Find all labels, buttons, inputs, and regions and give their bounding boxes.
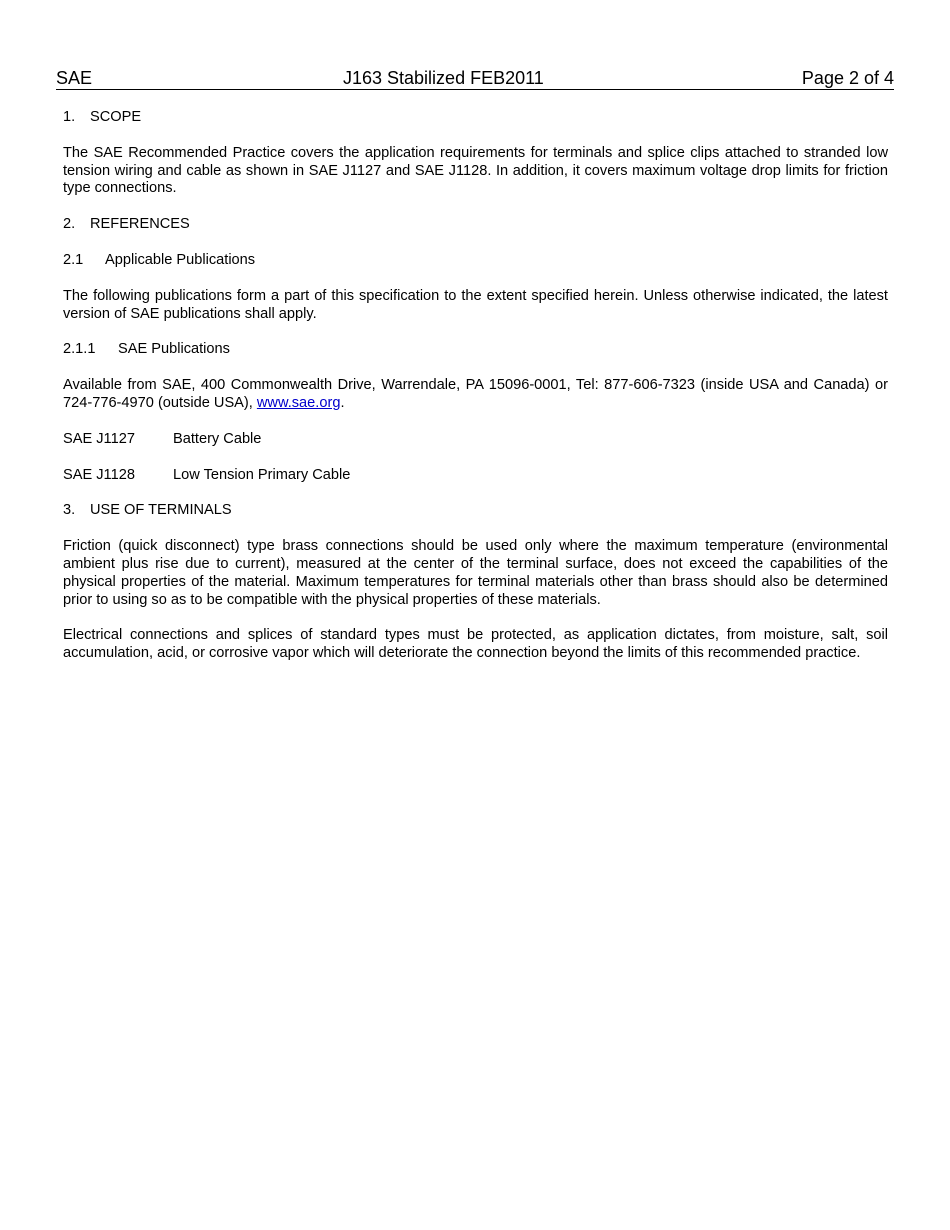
scope-paragraph: The SAE Recommended Practice covers the application requirements for terminals and splice clips attached to stranded low tension wiring and cable as shown in SAE J1127 and SAE J1128. In addition, it covers maximum voltage drop limits for friction type connections. [63,144,888,197]
sentence-end: . [340,394,345,411]
document-body [63,109,888,663]
sae-address-text: Available from SAE, 400 Commonwealth Drive, Warrendale, PA 15096-0001, Tel: 877-606-7323 (inside USA and Canada) or 724-776-4970 (outside USA), [63,377,888,411]
section-number: 1. [63,109,76,125]
header-page-number: Page 2 of 4 [801,68,894,88]
section-heading-terminals [63,502,888,520]
section-title: Applicable Publications [105,251,256,268]
section-heading-scope [63,109,888,127]
subsection-heading-sae-publications [63,341,888,359]
header-org: SAE [56,68,93,88]
terminals-paragraph-1: Friction (quick disconnect) type brass connections should be used only where the maximum temperature (environmental ambient plus rise due to current), measured at the center of the terminal surface, does not exceed the capabilities of the physical properties of the material. Maximum temperatures for terminal materials other than brass should also be determined prior to using so as to be compatible with the physical properties of these materials. [63,538,888,608]
terminals-paragraph-2: Electrical connections and splices of standard types must be protected, as application dictates, from moisture, salt, soil accumulation, acid, or corrosive vapor which will deteriorate the connection beyond the limits of this recommended practice. [63,627,888,662]
header-doc-id: J163 Stabilized FEB2011 [343,68,544,88]
subsection-heading-applicable [63,252,888,270]
reference-title: Battery Cable [173,430,262,447]
section-heading-references [63,216,888,234]
section-title: USE OF TERMINALS [90,502,232,519]
section-number: 2.1 [63,251,84,268]
section-title: REFERENCES [90,216,190,233]
applicable-paragraph: The following publications form a part of this specification to the extent specified herein. Unless otherwise indicated, the latest version of SAE publications shall apply. [63,287,888,322]
reference-item [63,431,888,449]
sae-publications-paragraph [63,377,888,413]
reference-code: SAE J1127 [63,430,135,447]
section-title: SAE Publications [118,341,230,358]
page-header [56,67,894,90]
section-number: 2. [63,216,76,233]
reference-code: SAE J1128 [63,466,135,483]
section-number: 2.1.1 [63,341,96,358]
sae-website-link[interactable]: www.sae.org [256,394,341,411]
section-number: 3. [63,502,76,519]
reference-item [63,467,888,485]
section-title: SCOPE [90,109,142,125]
reference-title: Low Tension Primary Cable [173,466,351,483]
